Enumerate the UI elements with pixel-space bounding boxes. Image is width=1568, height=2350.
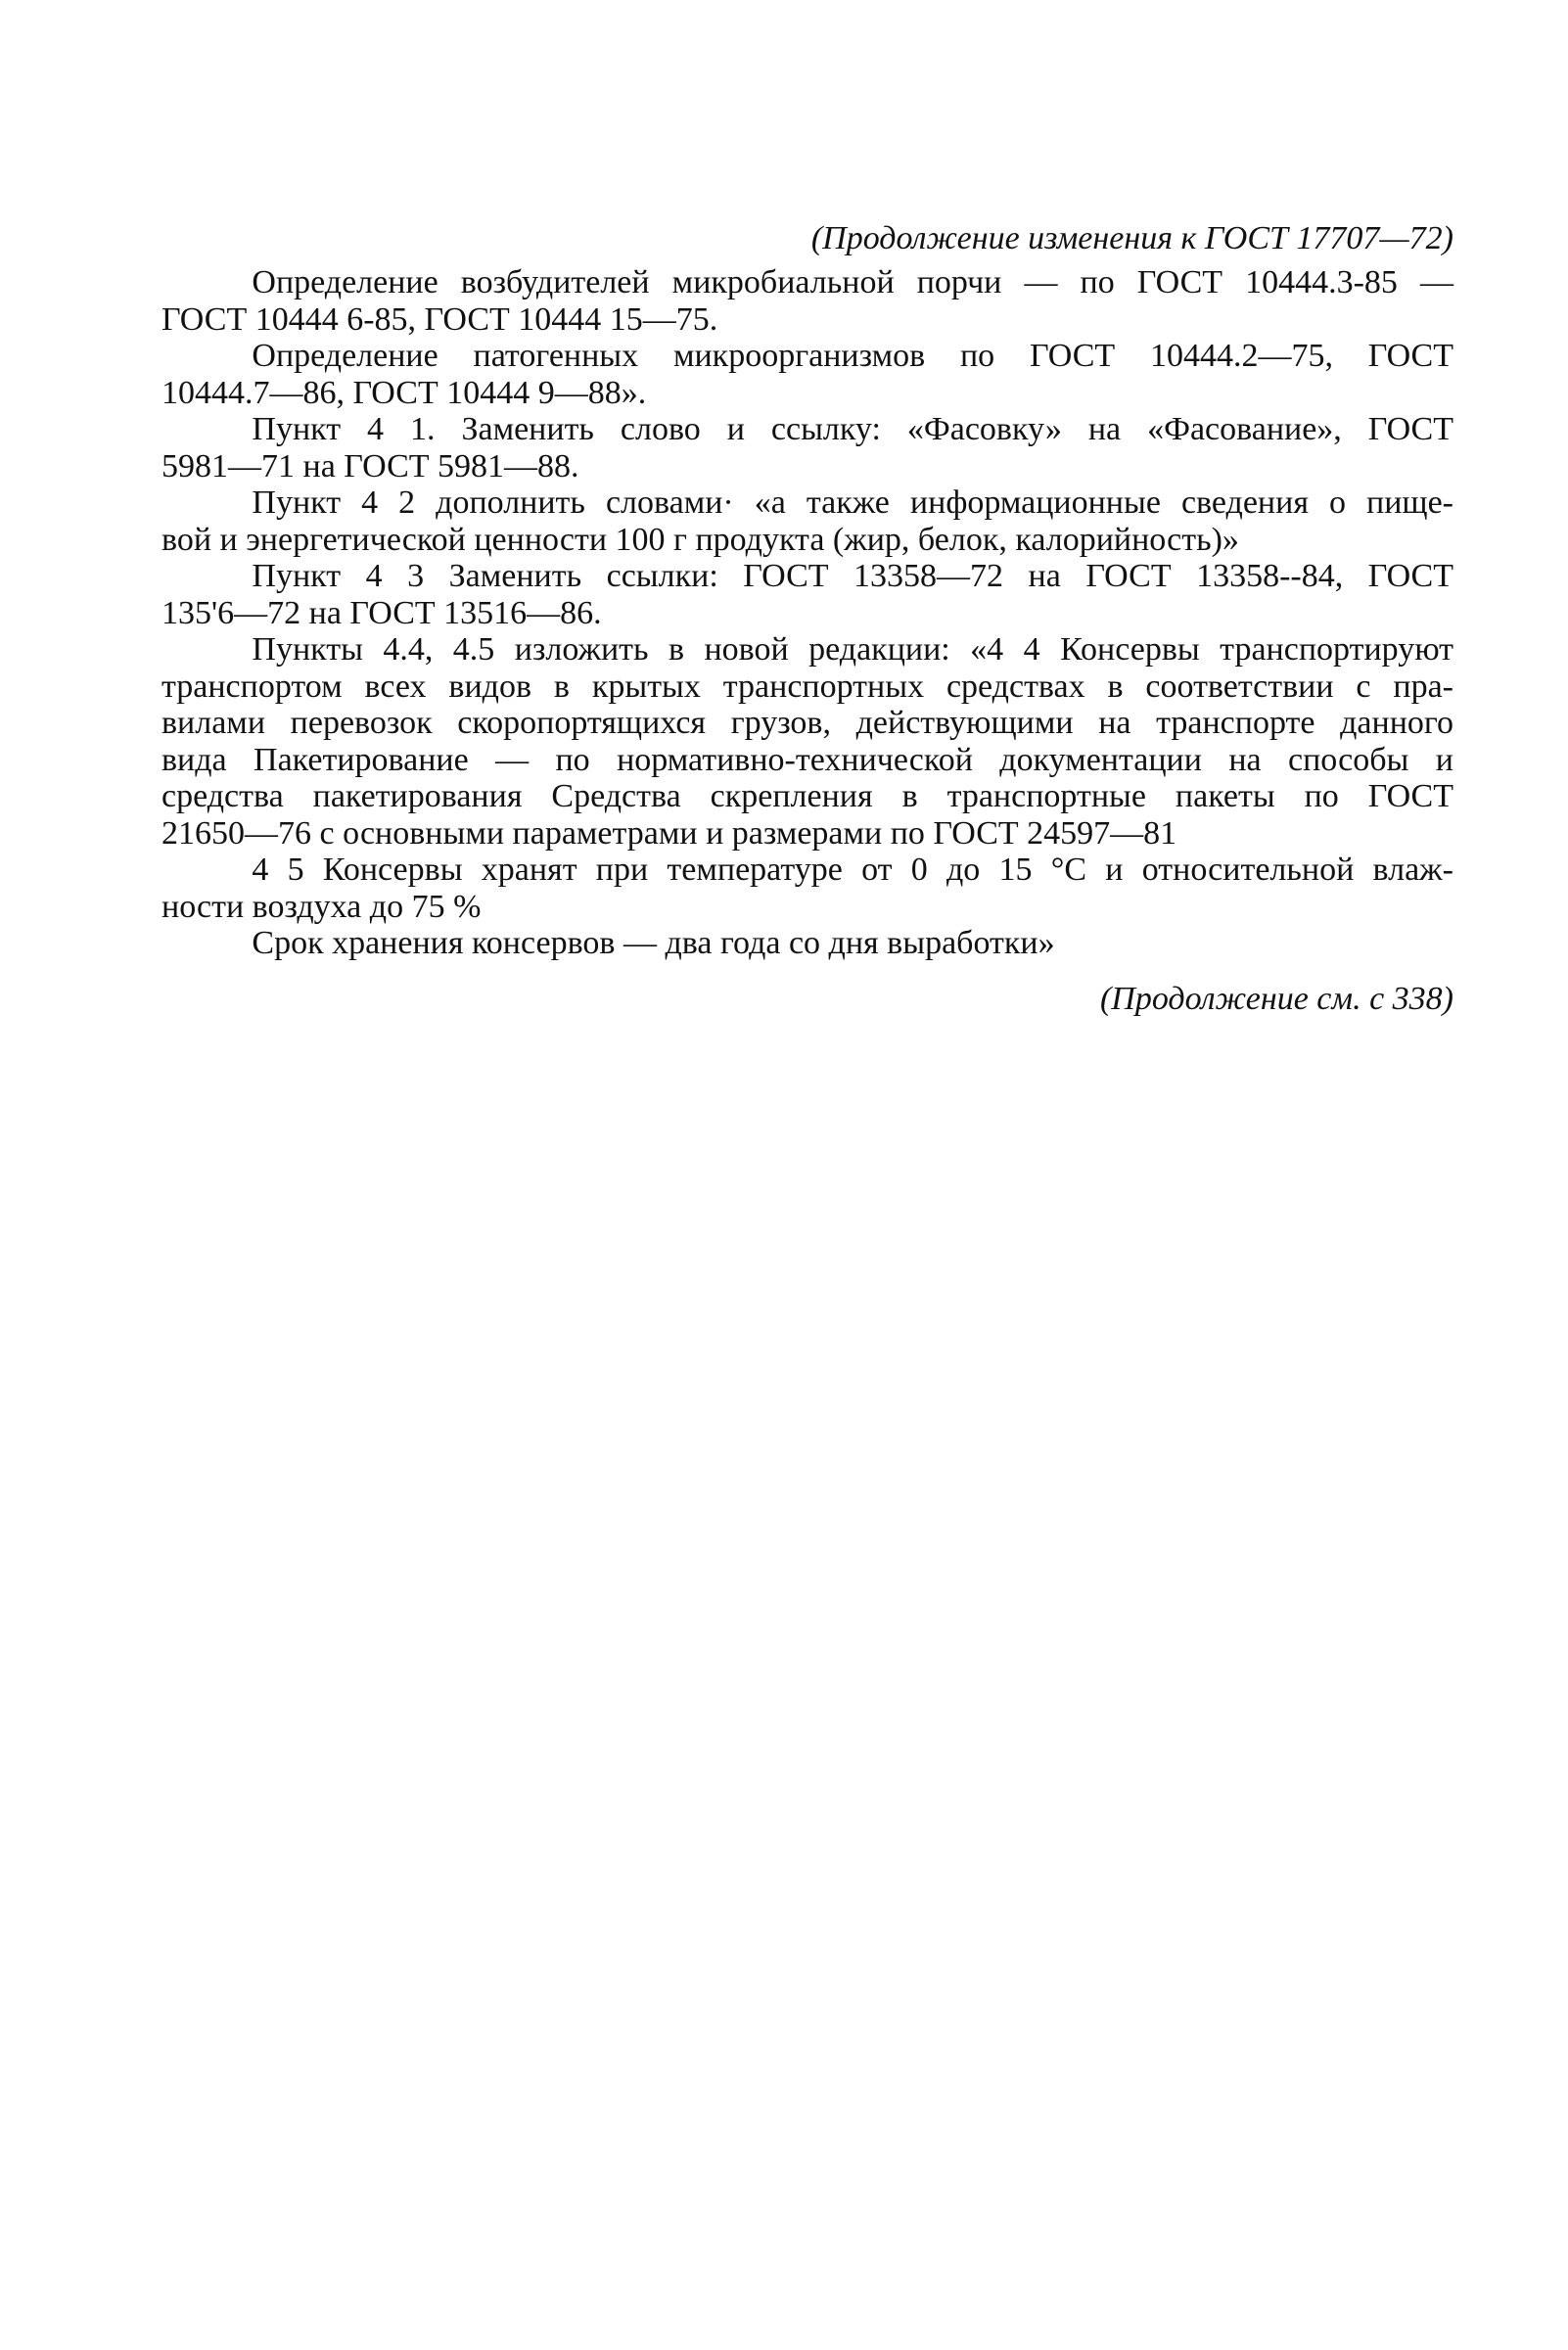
document-body [161, 264, 1453, 962]
paragraph-line: вой и энергетической ценности 100 г продукта (жир, белок, калорийность)» [161, 521, 1239, 558]
paragraph-line: Пункт 4 1. Заменить слово и ссылку: «Фасовку» на «Фасование», ГОСТ [252, 411, 1453, 447]
paragraph [161, 264, 1453, 338]
paragraph-line: ГОСТ 10444 6-85, ГОСТ 10444 15—75. [161, 300, 718, 338]
continuation-footer: (Продолжение см. с 338) [1099, 980, 1453, 1017]
paragraph [161, 411, 1453, 484]
paragraph-line: Определение возбудителей микробиальной порчи — по ГОСТ 10444.3-85 — [252, 264, 1453, 300]
paragraph-line: Срок хранения консервов — два года со дня выработки» [252, 925, 1055, 961]
paragraph-line: Пункт 4 2 дополнить словами· «а также информационные сведения о пище- [252, 484, 1453, 521]
paragraph-line: вилами перевозок скоропортящихся грузов, действующими на транспорте данного [161, 705, 1453, 741]
paragraph-line: Пункты 4.4, 4.5 изложить в новой редакции: «4 4 Консервы транспортируют [252, 631, 1453, 668]
paragraph-line: 21650—76 с основными параметрами и размерами по ГОСТ 24597—81 [161, 814, 1177, 852]
paragraph [161, 338, 1453, 411]
paragraph [161, 925, 1453, 962]
paragraph [161, 558, 1453, 631]
paragraph-line: средства пакетирования Средства скрепления в транспортные пакеты по ГОСТ [161, 778, 1453, 814]
paragraph-line: транспортом всех видов в крытых транспортных средствах в соответствии с пра- [161, 668, 1453, 705]
continuation-header: (Продолжение изменения к ГОСТ 17707—72) [810, 220, 1453, 256]
paragraph-line: 10444.7—86, ГОСТ 10444 9—88». [161, 374, 647, 411]
paragraph-line: 135'6—72 на ГОСТ 13516—86. [161, 594, 602, 631]
paragraph-line: Пункт 4 3 Заменить ссылки: ГОСТ 13358—72 на ГОСТ 13358--84, ГОСТ [252, 558, 1453, 594]
paragraph-line: Определение патогенных микроорганизмов по ГОСТ 10444.2—75, ГОСТ [252, 338, 1453, 374]
paragraph [161, 484, 1453, 558]
paragraph [161, 631, 1453, 852]
paragraph-line: 4 5 Консервы хранят при температуре от 0 до 15 °С и относительной влаж- [252, 852, 1453, 888]
paragraph-line: 5981—71 на ГОСТ 5981—88. [161, 447, 579, 484]
paragraph-line: вида Пакетирование — по нормативно-технической документации на способы и [161, 741, 1453, 778]
document-page [161, 217, 1453, 1021]
paragraph-line: ности воздуха до 75 % [161, 888, 482, 925]
paragraph [161, 852, 1453, 925]
